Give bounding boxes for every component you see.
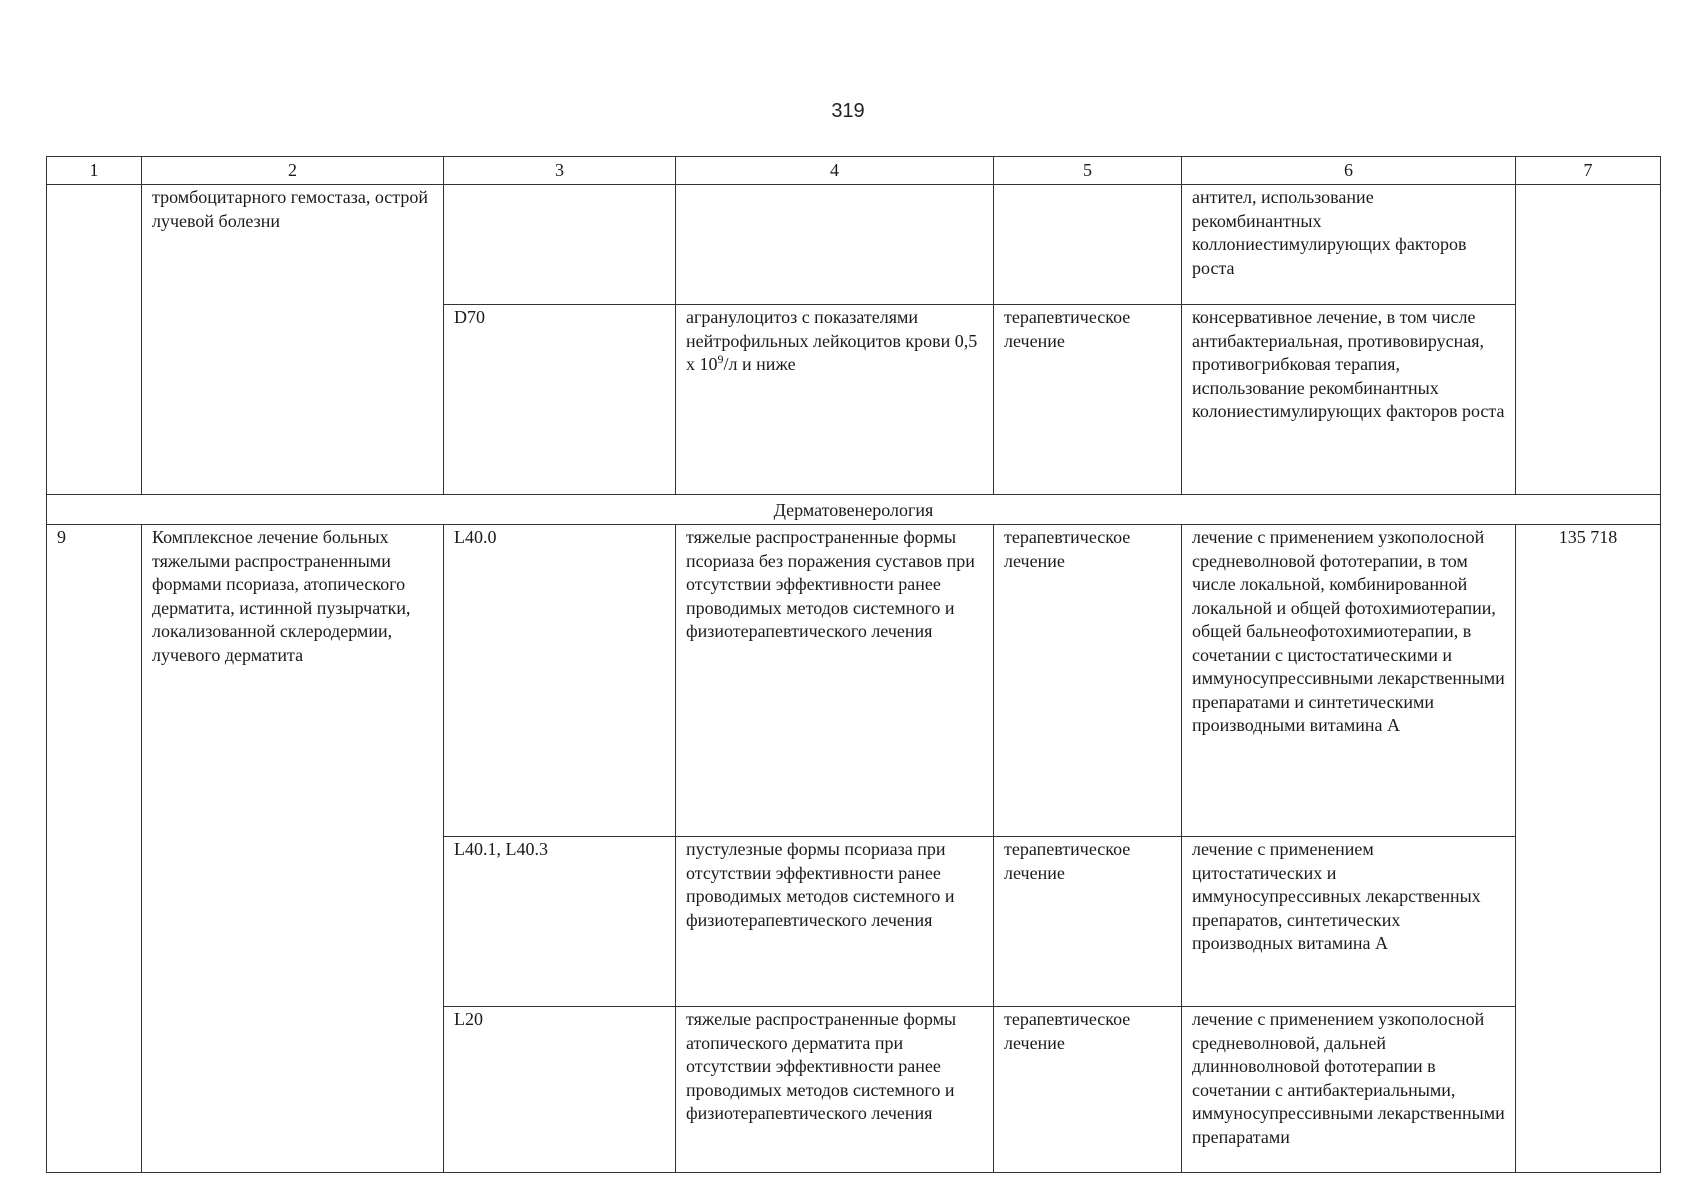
- cost-cell: [1516, 185, 1661, 495]
- model-cell: пустулезные формы псориаза при отсутствии эффективности ранее проводимых методов системного и физиотерапевтического лечения: [676, 837, 994, 1007]
- model-cell: [676, 185, 994, 305]
- model-cell: [676, 305, 994, 495]
- column-number: 7: [1516, 157, 1661, 185]
- group-number-cell: [47, 185, 142, 495]
- treatment-cell: лечение с применением узкополосной средневолновой, дальней длинноволновой фототерапии в сочетании с антибактериальными, иммуносупрессивными лекарственными препаратами: [1182, 1007, 1516, 1173]
- type-cell: терапевтическое лечение: [994, 305, 1182, 495]
- code-cell: [444, 185, 676, 305]
- treatment-cell: лечение с применением цитостатических и иммуносупрессивных лекарственных препаратов, синтетических производных витамина А: [1182, 837, 1516, 1007]
- code-cell: D70: [444, 305, 676, 495]
- code-cell: L40.0: [444, 525, 676, 837]
- model-cell: тяжелые распространенные формы атопического дерматита при отсутствии эффективности ранее проводимых методов системного и физиотерапевтического лечения: [676, 1007, 994, 1173]
- group-name-cell: Комплексное лечение больных тяжелыми распространенными формами псориаза, атопического дерматита, истинной пузырчатки, локализованной склеродермии, лучевого дерматита: [142, 525, 444, 1173]
- services-table: [46, 156, 1661, 1173]
- type-cell: терапевтическое лечение: [994, 837, 1182, 1007]
- treatment-cell: консервативное лечение, в том числе антибактериальная, противовирусная, противогрибковая терапия, использование рекомбинантных колониестимулирующих факторов роста: [1182, 305, 1516, 495]
- type-cell: терапевтическое лечение: [994, 525, 1182, 837]
- section-title: Дерматовенерология: [47, 495, 1661, 525]
- section-row: [47, 495, 1661, 525]
- model-text: агранулоцитоз с показателями нейтрофильных лейкоцитов крови 0,5 х 10: [686, 307, 978, 374]
- treatment-cell: антител, использование рекомбинантных коллониестимулирующих факторов роста: [1182, 185, 1516, 305]
- type-cell: [994, 185, 1182, 305]
- code-cell: L40.1, L40.3: [444, 837, 676, 1007]
- page-number: 319: [831, 100, 865, 122]
- column-number-row: [47, 157, 1661, 185]
- group-name-cell: тромбоцитарного гемостаза, острой лучевой болезни: [142, 185, 444, 495]
- column-number: 1: [47, 157, 142, 185]
- table-row: [47, 525, 1661, 837]
- cost-cell: 135 718: [1516, 525, 1661, 1173]
- table-row: [47, 185, 1661, 305]
- column-number: 3: [444, 157, 676, 185]
- exponent: 9: [717, 352, 724, 366]
- column-number: 5: [994, 157, 1182, 185]
- column-number: 2: [142, 157, 444, 185]
- column-number: 4: [676, 157, 994, 185]
- group-number-cell: 9: [47, 525, 142, 1173]
- code-cell: L20: [444, 1007, 676, 1173]
- model-cell: тяжелые распространенные формы псориаза без поражения суставов при отсутствии эффективности ранее проводимых методов системного и физиотерапевтического лечения: [676, 525, 994, 837]
- model-text-suffix: /л и ниже: [723, 354, 796, 374]
- treatment-cell: лечение с применением узкополосной средневолновой фототерапии, в том числе локальной, комбинированной локальной и общей фотохимиотерапии, общей бальнеофотохимиотерапии, в сочетании с цистостатическими и иммуносупрессивными лекарственными препаратами и синтетическими производными витамина А: [1182, 525, 1516, 837]
- type-cell: терапевтическое лечение: [994, 1007, 1182, 1173]
- column-number: 6: [1182, 157, 1516, 185]
